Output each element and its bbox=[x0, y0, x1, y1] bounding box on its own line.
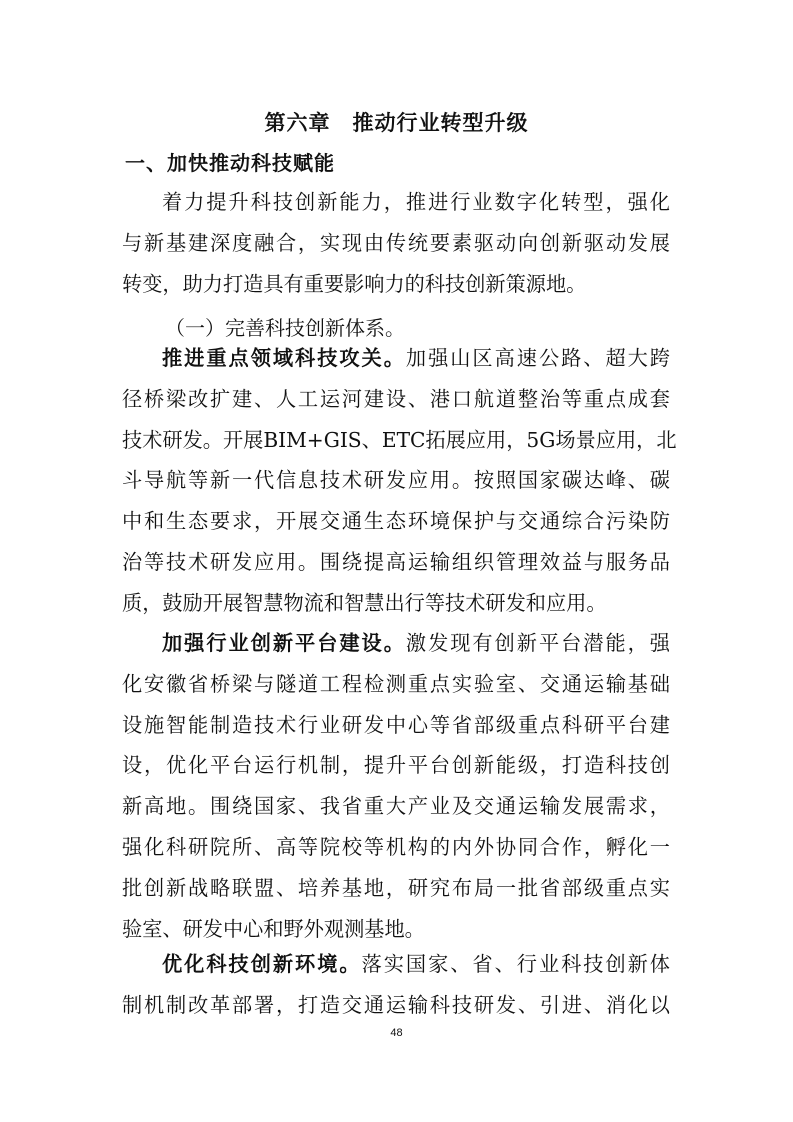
paragraph-key-tech bbox=[122, 338, 677, 624]
section-heading: 一、加快推动科技赋能 bbox=[125, 151, 335, 175]
paragraph-line: 制机制改革部署，打造交通运输科技研发、引进、消化以 bbox=[122, 992, 670, 1017]
paragraph-line: 设施智能制造技术行业研发中心等省部级重点科研平台建 bbox=[122, 712, 670, 737]
paragraph-lead: 优化科技创新环境。 bbox=[162, 952, 362, 976]
paragraph-lead: 推进重点领域科技攻关。 bbox=[162, 346, 406, 370]
intro-paragraph bbox=[122, 182, 670, 304]
paragraph-line bbox=[122, 944, 670, 985]
paragraph-line: 新高地。围绕国家、我省重大产业及交通运输发展需求， bbox=[122, 794, 670, 819]
paragraph-line: 治等技术研发应用。围绕提高运输组织管理效益与服务品 bbox=[122, 549, 670, 574]
paragraph-line: 斗导航等新一代信息技术研发应用。按照国家碳达峰、碳 bbox=[122, 468, 670, 493]
paragraph-line: 批创新战略联盟、培养基地，研究布局一批省部级重点实 bbox=[122, 875, 670, 900]
paragraph-line: 质，鼓励开展智慧物流和智慧出行等技术研发和应用。 bbox=[122, 590, 607, 615]
paragraph-line: 化安徽省桥梁与隧道工程检测重点实验室、交通运输基础 bbox=[122, 671, 670, 696]
paragraph-line: 强化科研院所、高等院校等机构的内外协同合作，孵化一 bbox=[122, 834, 670, 859]
paragraph-line: 技术研发。开展BIM+GIS、ETC拓展应用，5G场景应用，北 bbox=[122, 427, 677, 452]
paragraph-line bbox=[122, 338, 670, 379]
paragraph-innovation-environment bbox=[122, 944, 670, 1026]
paragraph-text: 激发现有创新平台潜能，强 bbox=[405, 631, 670, 655]
paragraph-innovation-platform bbox=[122, 623, 670, 949]
paragraph-line bbox=[122, 623, 670, 664]
paragraph-line: 着力提升科技创新能力，推进行业数字化转型，强化 bbox=[162, 190, 670, 214]
paragraph-line: 与新基建深度融合，实现由传统要素驱动向创新驱动发展 bbox=[122, 230, 670, 255]
paragraph-text: 落实国家、省、行业科技创新体 bbox=[361, 952, 670, 976]
paragraph-line: 验室、研发中心和野外观测基地。 bbox=[122, 916, 425, 941]
paragraph-line: 径桥梁改扩建、人工运河建设、港口航道整治等重点成套 bbox=[122, 386, 670, 411]
paragraph-line: 设，优化平台运行机制，提升平台创新能级，打造科技创 bbox=[122, 753, 670, 778]
paragraph-lead: 加强行业创新平台建设。 bbox=[162, 631, 406, 655]
paragraph-line: 中和生态要求，开展交通生态环境保护与交通综合污染防 bbox=[122, 509, 670, 534]
page-number: 48 bbox=[390, 1027, 403, 1039]
subsection-heading: （一）完善科技创新体系。 bbox=[165, 316, 405, 340]
paragraph-text: 加强山区高速公路、超大跨 bbox=[405, 346, 670, 370]
paragraph-line: 转变，助力打造具有重要影响力的科技创新策源地。 bbox=[122, 271, 587, 296]
chapter-title: 第六章 推动行业转型升级 bbox=[264, 111, 529, 135]
